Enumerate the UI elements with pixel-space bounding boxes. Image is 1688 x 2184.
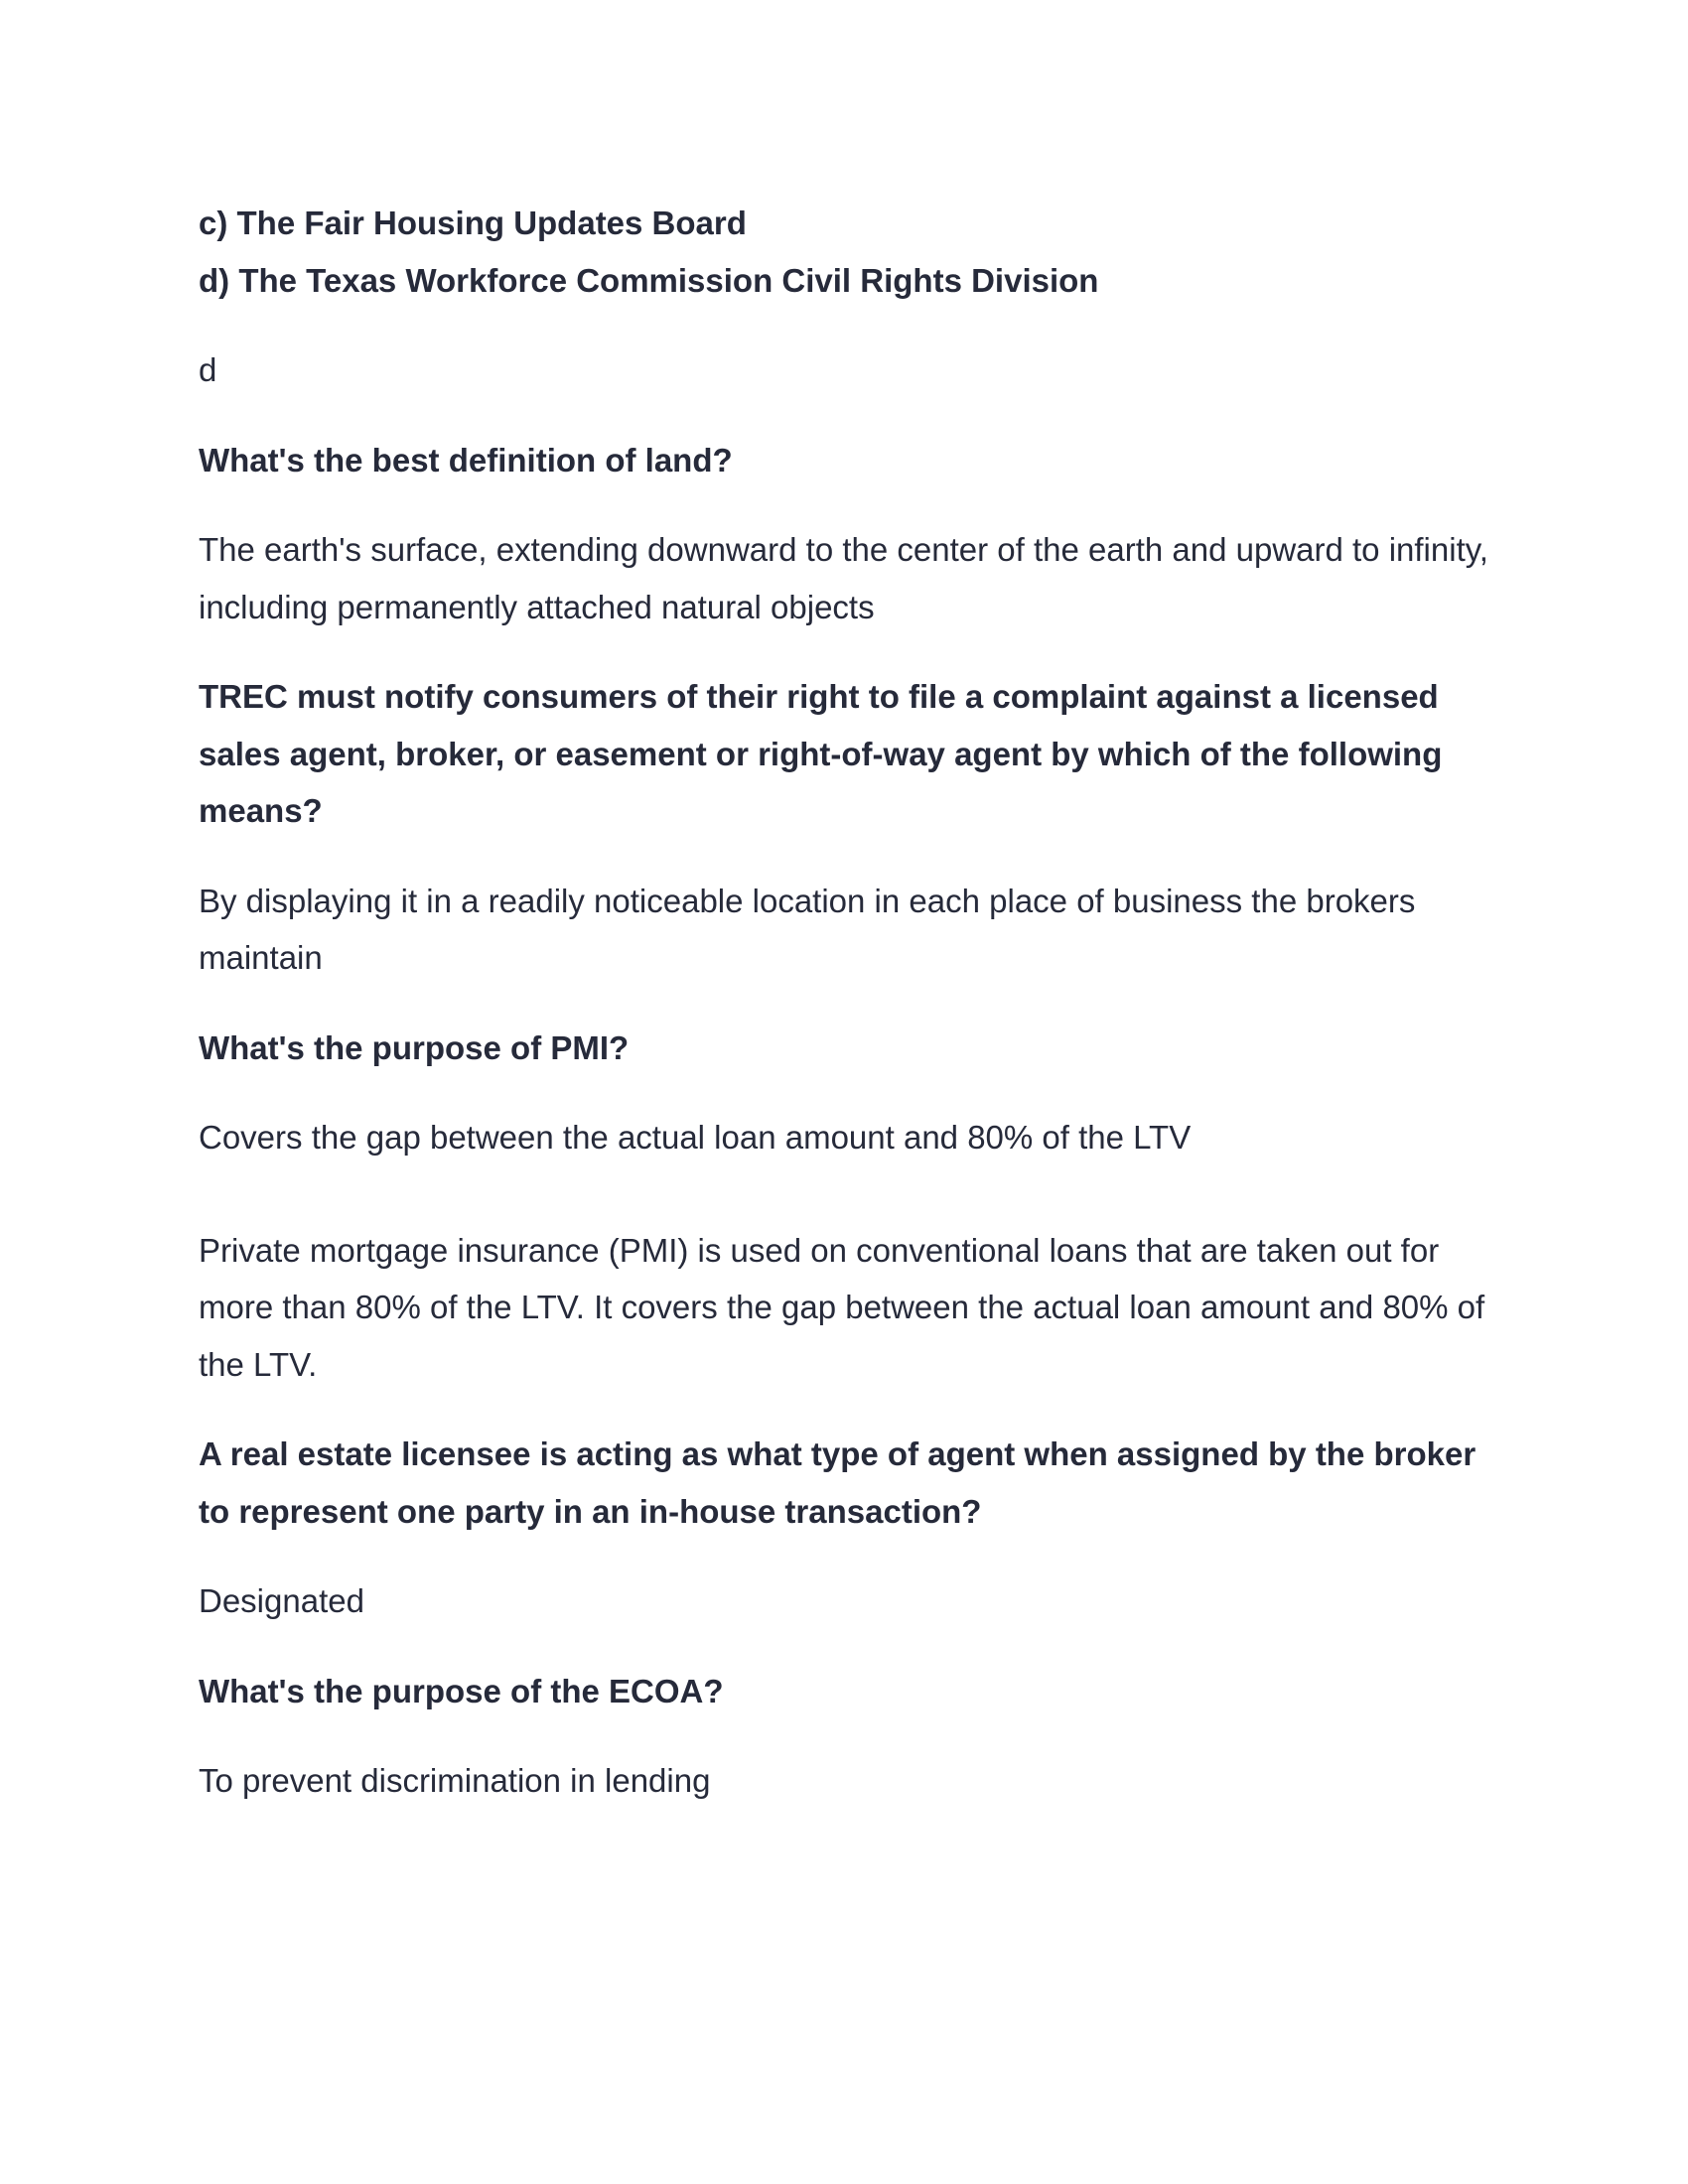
answer-trec: By displaying it in a readily noticeable location in each place of business the brokers maintain [199, 882, 1416, 976]
answer-land: The earth's surface, extending downward to the center of the earth and upward to infinity, including permanently attached natural objects [199, 531, 1488, 625]
question-land: What's the best definition of land? [199, 441, 733, 478]
answer-pmi: Covers the gap between the actual loan amount and 80% of the LTV [199, 1119, 1192, 1156]
question-agent-type: A real estate licensee is acting as what type of agent when assigned by the broker to represent one party in an in-house transaction? [199, 1435, 1477, 1530]
option-d: d) The Texas Workforce Commission Civil Rights Division [199, 261, 1099, 299]
explanation-pmi: Private mortgage insurance (PMI) is used on conventional loans that are taken out for more than 80% of the LTV. It covers the gap between the actual loan amount and 80% of the LTV. [199, 1231, 1485, 1383]
question-ecoa: What's the purpose of the ECOA? [199, 1672, 724, 1709]
answer-ecoa: To prevent discrimination in lending [199, 1762, 711, 1799]
answer-text: d [199, 351, 217, 388]
document-page [199, 195, 1489, 1810]
question-pmi: What's the purpose of PMI? [199, 1028, 630, 1066]
question-trec: TREC must notify consumers of their right to file a complaint against a licensed sales agent, broker, or easement or right-of-way agent by which of the following means? [199, 678, 1443, 829]
answer-agent-type: Designated [199, 1582, 364, 1619]
option-c: c) The Fair Housing Updates Board [199, 205, 747, 241]
